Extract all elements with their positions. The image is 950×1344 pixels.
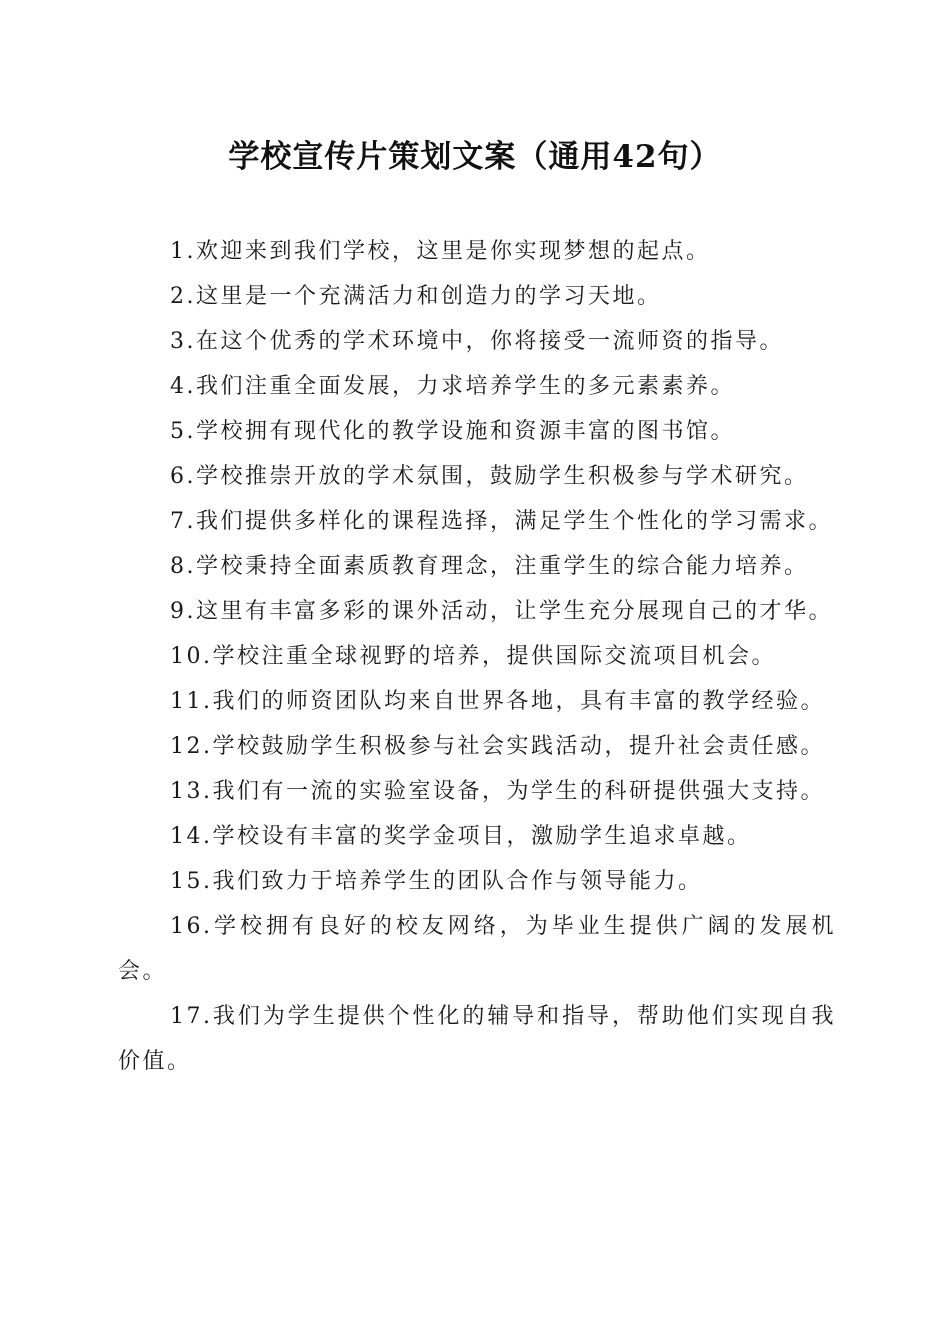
paragraph-2: 2.这里是一个充满活力和创造力的学习天地。 <box>170 284 662 309</box>
paragraph-9: 9.这里有丰富多彩的课外活动，让学生充分展现自己的才华。 <box>170 599 833 624</box>
paragraph-4: 4.我们注重全面发展，力求培养学生的多元素素养。 <box>170 374 735 399</box>
paragraph-8: 8.学校秉持全面素质教育理念，注重学生的综合能力培养。 <box>170 554 809 579</box>
paragraph-16: 16.学校拥有良好的校友网络，为毕业生提供广阔的发展机会。 <box>118 914 836 984</box>
document-body <box>118 229 836 1084</box>
paragraph-13: 13.我们有一流的实验室设备，为学生的科研提供强大支持。 <box>170 779 825 804</box>
paragraph-10: 10.学校注重全球视野的培养，提供国际交流项目机会。 <box>170 644 776 669</box>
paragraph-3: 3.在这个优秀的学术环境中，你将接受一流师资的指导。 <box>170 329 784 354</box>
paragraph-12: 12.学校鼓励学生积极参与社会实践活动，提升社会责任感。 <box>170 734 825 759</box>
paragraph-15: 15.我们致力于培养学生的团队合作与领导能力。 <box>170 869 703 894</box>
paragraph-5: 5.学校拥有现代化的教学设施和资源丰富的图书馆。 <box>170 419 735 444</box>
document-title: 学校宣传片策划文案（通用42句） <box>228 139 722 175</box>
paragraph-11: 11.我们的师资团队均来自世界各地，具有丰富的教学经验。 <box>170 689 825 714</box>
paragraph-6: 6.学校推崇开放的学术氛围，鼓励学生积极参与学术研究。 <box>170 464 809 489</box>
paragraph-17: 17.我们为学生提供个性化的辅导和指导，帮助他们实现自我价值。 <box>118 1004 836 1074</box>
paragraph-7: 7.我们提供多样化的课程选择，满足学生个性化的学习需求。 <box>170 509 833 534</box>
paragraph-1: 1.欢迎来到我们学校，这里是你实现梦想的起点。 <box>170 239 711 264</box>
paragraph-14: 14.学校设有丰富的奖学金项目，激励学生追求卓越。 <box>170 824 752 849</box>
